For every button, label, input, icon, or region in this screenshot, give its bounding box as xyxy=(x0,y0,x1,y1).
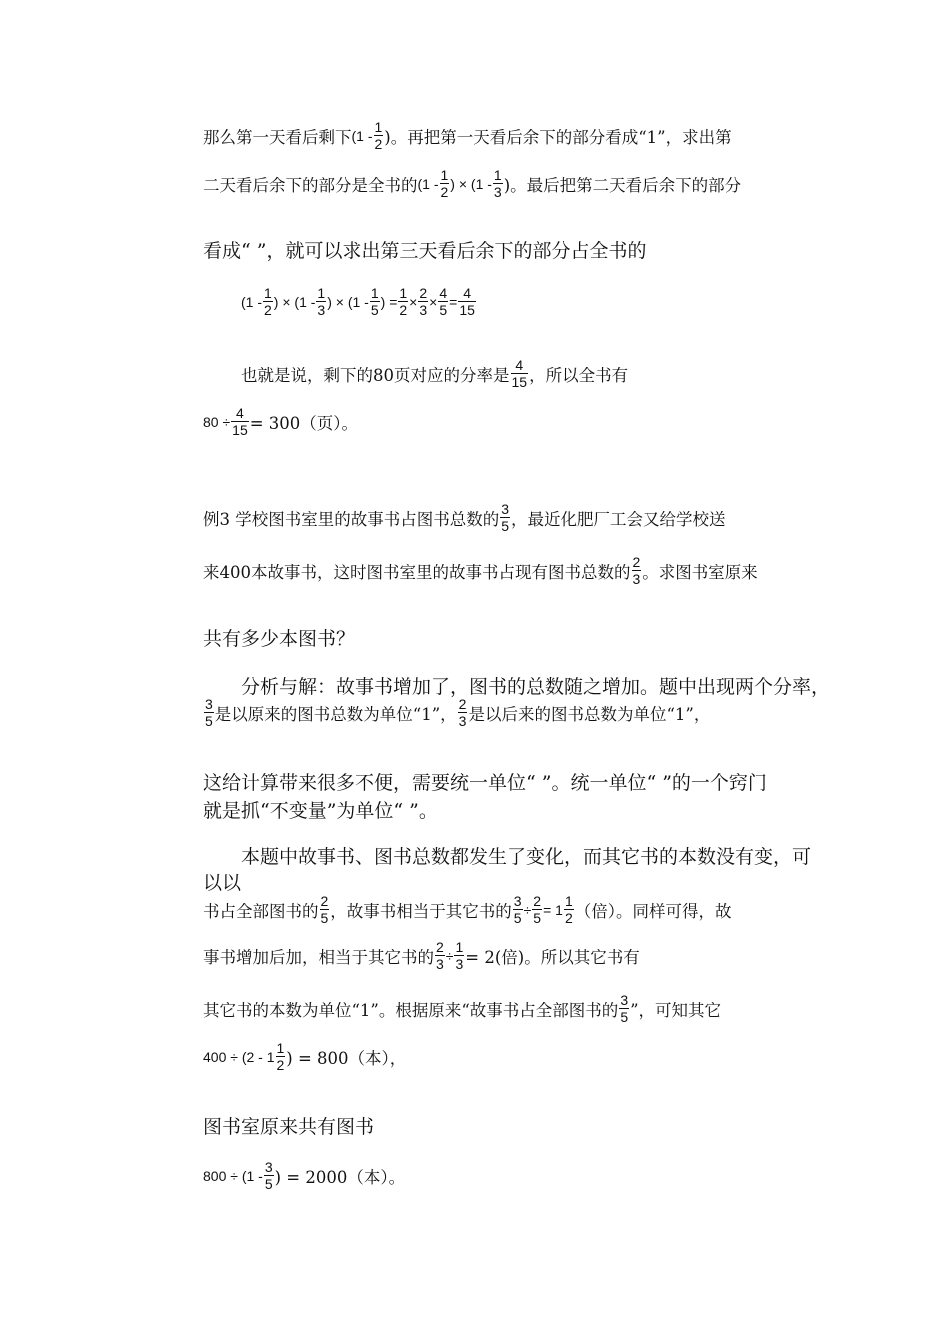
text-segment: 事书增加后加，相当于其它书的 xyxy=(203,947,434,967)
fraction xyxy=(458,697,468,728)
numerator: 4 xyxy=(463,285,472,301)
equation-line-4 xyxy=(203,1160,820,1191)
denominator: 3 xyxy=(436,956,444,972)
fraction xyxy=(204,697,214,728)
numerator: 3 xyxy=(264,1159,273,1175)
fraction xyxy=(440,168,450,199)
numerator: 1 xyxy=(317,285,326,301)
text-line-8 xyxy=(203,555,820,586)
equation-segment: (1 - xyxy=(417,175,439,192)
fraction xyxy=(263,286,273,317)
denominator: 2 xyxy=(564,910,573,926)
denominator: 15 xyxy=(459,302,475,318)
fraction xyxy=(511,358,529,389)
text-line-18 xyxy=(203,993,820,1024)
equation-segment: (1 - xyxy=(351,127,373,144)
denominator: 3 xyxy=(419,302,428,318)
text-segment: 共有多少本图书？ xyxy=(203,628,356,650)
numerator: 2 xyxy=(458,696,467,712)
numerator: 3 xyxy=(501,501,510,517)
denominator: 5 xyxy=(370,302,379,318)
text-segment: 。求图书室原来 xyxy=(642,562,758,582)
text-segment: ”，可知其它 xyxy=(630,1000,722,1020)
text-segment: = 300（页）。 xyxy=(249,413,359,433)
equation-segment: (1 - xyxy=(241,293,262,310)
text-segment: 看成“ ”，就可以求出第三天看后余下的部分占全书的 xyxy=(203,240,647,262)
text-line-2 xyxy=(203,168,820,199)
equation-segment: ÷ xyxy=(523,901,532,918)
text-line-13 xyxy=(203,796,820,823)
denominator: 15 xyxy=(232,422,248,438)
denominator: 5 xyxy=(320,910,329,926)
fraction xyxy=(632,555,642,586)
text-segment: ) = 2000（本）。 xyxy=(274,1167,406,1187)
denominator: 3 xyxy=(493,184,502,200)
text-segment: 分析与解：故事书增加了，图书的总数随之增加。题中出现两个分率， xyxy=(241,676,831,698)
fraction xyxy=(619,993,629,1024)
text-line-14 xyxy=(241,842,820,869)
numerator: 2 xyxy=(533,893,542,909)
denominator: 2 xyxy=(264,302,272,318)
fraction xyxy=(532,894,542,925)
denominator: 15 xyxy=(511,374,528,390)
fraction xyxy=(564,894,574,925)
numerator: 2 xyxy=(436,939,444,955)
denominator: 3 xyxy=(632,571,641,587)
text-segment: 那么第一天看后剩下 xyxy=(203,127,352,147)
text-segment: = 2(倍)。所以其它书有 xyxy=(465,947,640,967)
fraction xyxy=(231,406,249,437)
denominator: 5 xyxy=(205,713,213,729)
fraction xyxy=(316,286,326,317)
numerator: 1 xyxy=(276,1040,285,1056)
equation-segment: = 1 xyxy=(543,901,563,918)
numerator: 1 xyxy=(440,167,449,183)
numerator: 3 xyxy=(513,893,522,909)
text-segment: 其它书的本数为单位“1”。根据原来“故事书占全部图书的 xyxy=(203,1000,619,1020)
text-segment: 这给计算带来很多不便，需要统一单位“ ”。统一单位“ ”的一个窍门 xyxy=(203,772,767,794)
equation-segment: × xyxy=(409,293,418,310)
denominator: 5 xyxy=(439,302,448,318)
text-segment: 来400本故事书，这时图书室里的故事书占现有图书总数的 xyxy=(203,562,631,582)
denominator: 5 xyxy=(533,910,542,926)
text-line-1 xyxy=(203,120,820,151)
text-segment: ，最近化肥厂工会又给学校送 xyxy=(511,509,726,529)
numerator: 1 xyxy=(564,893,573,909)
numerator: 2 xyxy=(419,285,428,301)
equation-segment: ) × (1 - xyxy=(273,293,316,310)
denominator: 3 xyxy=(458,713,467,729)
text-segment: 是以后来的图书总数为单位“1”， xyxy=(468,704,711,724)
equation-segment: ) = xyxy=(380,293,398,310)
text-line-20 xyxy=(203,1112,820,1139)
text-segment: ，所以全书有 xyxy=(529,365,629,385)
text-segment: 二天看后余下的部分是全书的 xyxy=(203,175,418,195)
denominator: 5 xyxy=(264,1176,273,1192)
denominator: 2 xyxy=(440,184,449,200)
text-line-5 xyxy=(241,358,820,389)
denominator: 3 xyxy=(317,302,326,318)
fraction xyxy=(374,120,384,151)
denominator: 2 xyxy=(276,1057,285,1073)
text-segment: 以以 xyxy=(203,872,242,894)
text-segment: 是以原来的图书总数为单位“1”， xyxy=(214,704,457,724)
equation-segment: ) × (1 - xyxy=(450,175,492,192)
numerator: 4 xyxy=(515,357,524,373)
numerator: 1 xyxy=(399,285,408,301)
numerator: 2 xyxy=(320,893,329,909)
fraction xyxy=(435,940,445,971)
equation-segment: ÷ xyxy=(445,947,454,964)
fraction xyxy=(454,940,464,971)
numerator: 4 xyxy=(236,405,244,421)
equation-segment: = xyxy=(449,293,458,310)
text-segment: 本题中故事书、图书总数都发生了变化，而其它书的本数没有变，可 xyxy=(241,846,812,868)
text-segment: 也就是说，剩下的80页对应的分率是 xyxy=(241,365,510,385)
fraction xyxy=(398,286,408,317)
fraction xyxy=(493,168,503,199)
text-line-11 xyxy=(203,697,820,728)
equation-segment: 400 ÷ (2 - 1 xyxy=(203,1048,275,1065)
fraction xyxy=(264,1160,274,1191)
fraction xyxy=(320,894,330,925)
text-line-9 xyxy=(203,624,820,651)
equation-segment: ) × (1 - xyxy=(327,293,369,310)
equation-segment: 80 ÷ xyxy=(203,413,231,430)
text-segment: 例3 学校图书室里的故事书占图书总数的 xyxy=(203,509,500,529)
equation-line-3 xyxy=(203,1041,820,1072)
numerator: 4 xyxy=(439,285,448,301)
numerator: 1 xyxy=(264,285,272,301)
denominator: 3 xyxy=(455,956,464,972)
numerator: 1 xyxy=(493,167,502,183)
text-segment: ) = 800（本）， xyxy=(286,1048,407,1068)
text-segment: 图书室原来共有图书 xyxy=(203,1116,375,1138)
equation-segment: 800 ÷ (1 - xyxy=(203,1167,263,1184)
denominator: 5 xyxy=(501,518,510,534)
text-segment: （倍）。同样可得，故 xyxy=(574,901,732,921)
denominator: 2 xyxy=(399,302,408,318)
equation-line-2 xyxy=(203,406,820,437)
fraction xyxy=(458,286,476,317)
text-line-3 xyxy=(203,236,820,263)
numerator: 1 xyxy=(455,939,464,955)
text-line-10 xyxy=(241,672,831,699)
text-line-17 xyxy=(203,940,820,971)
numerator: 3 xyxy=(205,696,213,712)
fraction xyxy=(438,286,448,317)
denominator: 5 xyxy=(513,910,522,926)
text-segment: 就是抓“不变量”为单位“ ”。 xyxy=(203,800,438,822)
fraction xyxy=(500,502,510,533)
text-segment: )。最后把第二天看后余下的部分 xyxy=(503,175,742,195)
denominator: 2 xyxy=(374,136,383,152)
fraction xyxy=(418,286,428,317)
numerator: 1 xyxy=(370,285,379,301)
text-line-16 xyxy=(203,894,820,925)
equation-segment: × xyxy=(429,293,438,310)
example-heading xyxy=(203,502,820,533)
text-line-12 xyxy=(203,768,820,795)
fraction xyxy=(276,1041,286,1072)
text-line-15 xyxy=(203,868,820,895)
equation-line-1 xyxy=(241,286,820,317)
numerator: 2 xyxy=(632,554,641,570)
numerator: 1 xyxy=(374,119,383,135)
fraction xyxy=(513,894,523,925)
text-segment: )。再把第一天看后余下的部分看成“1”，求出第 xyxy=(384,127,732,147)
numerator: 3 xyxy=(620,992,629,1008)
text-segment: ，故事书相当于其它书的 xyxy=(330,901,512,921)
fraction xyxy=(370,286,380,317)
denominator: 5 xyxy=(620,1009,629,1025)
text-segment: 书占全部图书的 xyxy=(203,901,319,921)
